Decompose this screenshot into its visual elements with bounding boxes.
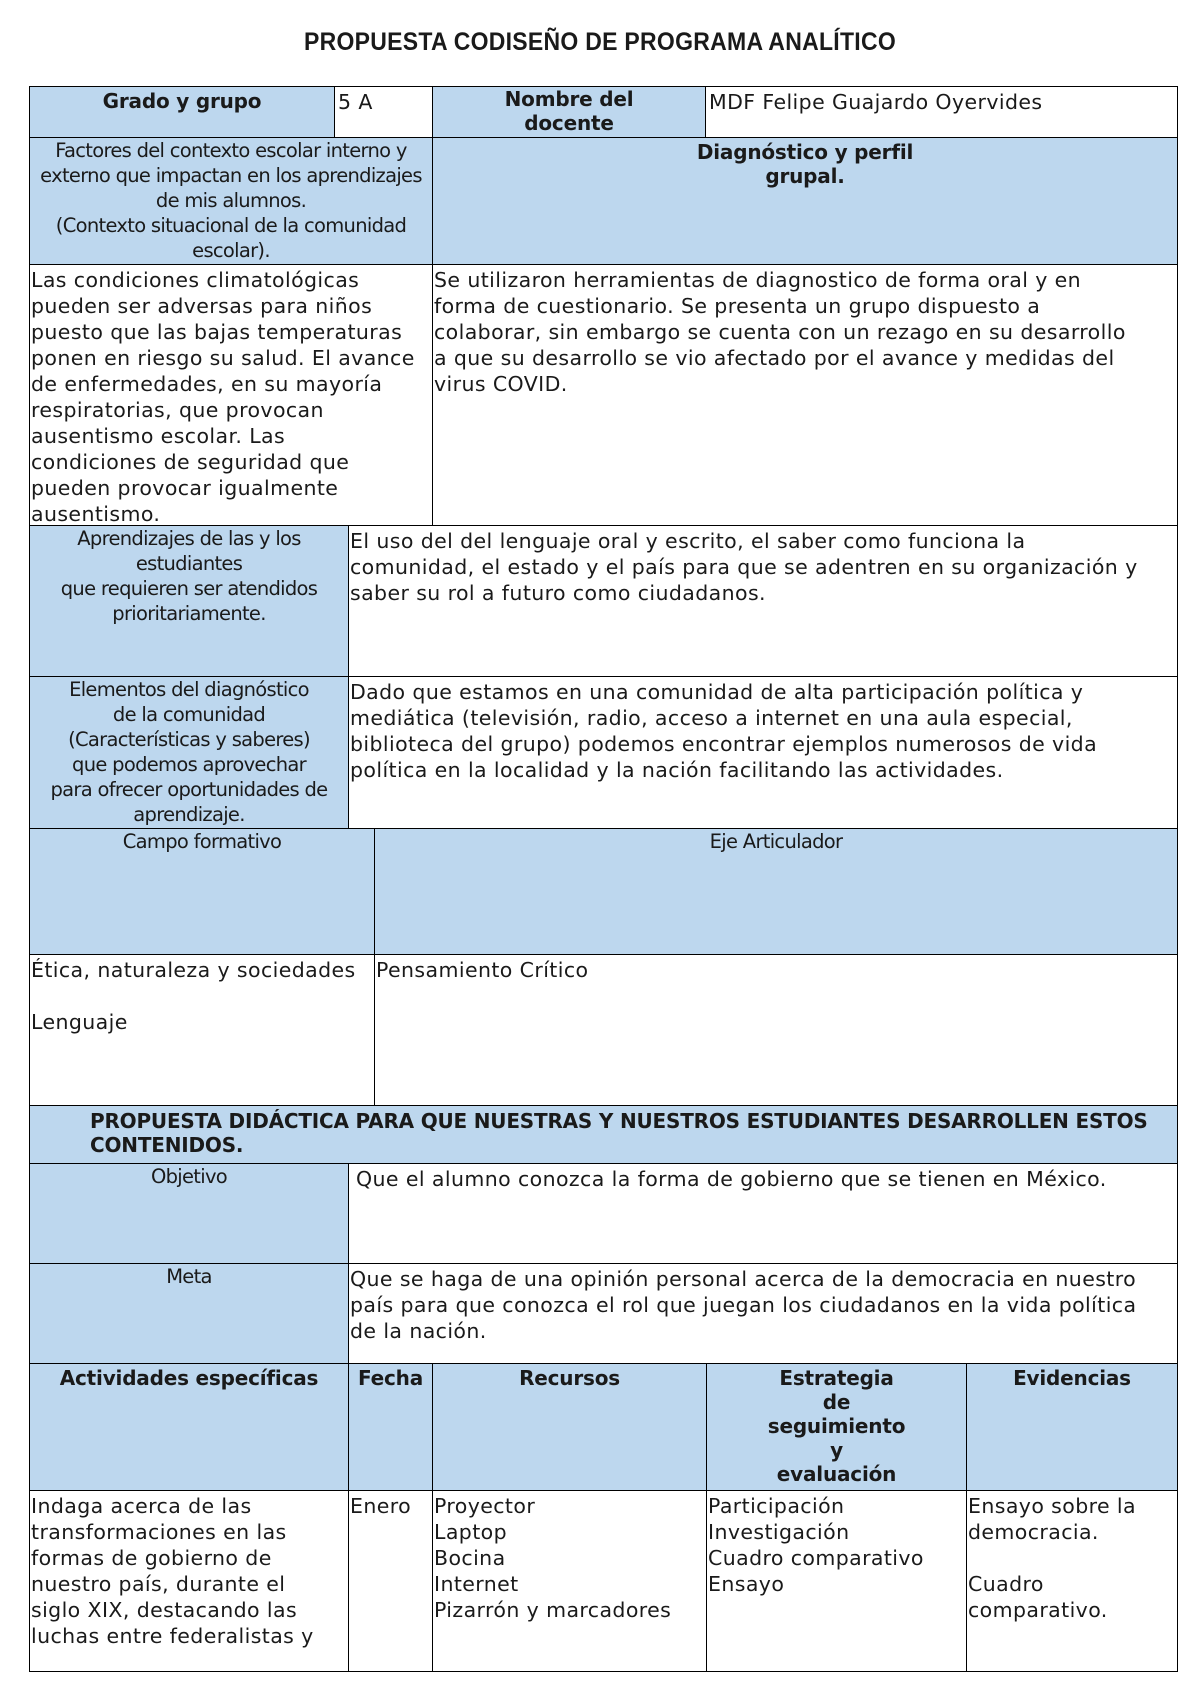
objetivo-label: Objetivo [29,1163,349,1264]
eje-articulador-value: Pensamiento Crítico [374,954,1178,1106]
aprendizajes-text: El uso del del lenguaje oral y escrito, el saber como funciona la comunidad, el estado y el país para que se adentren en su organización y saber su rol a futuro como ciudadanos. [348,525,1178,677]
cell-recursos: Proyector Laptop Bocina Internet Pizarrón y marcadores [432,1490,707,1672]
cell-evidencias: Ensayo sobre la democracia. Cuadro comparativo. [966,1490,1178,1672]
docente-label: Nombre del docente [432,86,706,138]
objetivo-text: Que el alumno conozca la forma de gobierno que se tienen en México. [348,1163,1178,1264]
factores-contexto-text: Las condiciones climatológicas pueden ser adversas para niños puesto que las bajas temperaturas ponen en riesgo su salud. El avance de enfermedades, en su mayoría respiratorias, que provocan ausentismo escolar. Las condiciones de seguridad que pueden provocar igualmente ausentismo. [29,264,433,526]
cell-estrategia: Participación Investigación Cuadro comparativo Ensayo [706,1490,967,1672]
col-header-estrategia: Estrategia de seguimiento y evaluación [706,1363,967,1491]
elementos-diagnostico-label: Elementos del diagnóstico de la comunidad (Características y saberes) que podemos aprovechar para ofrecer oportunidades de aprendizaje. [29,676,349,829]
col-header-evidencias: Evidencias [966,1363,1178,1491]
diagnostico-perfil-text: Se utilizaron herramientas de diagnostico de forma oral y en forma de cuestionario. Se presenta un grupo dispuesto a colaborar, sin embargo se cuenta con un rezago en su desarrollo a que su desarrollo se vio afectado por el avance y medidas del virus COVID. [432,264,1178,526]
cell-fecha: Enero [348,1490,433,1672]
grado-grupo-value: 5 A [334,86,433,138]
page-title: PROPUESTA CODISEÑO DE PROGRAMA ANALÍTICO [303,28,897,56]
eje-articulador-label: Eje Articulador [374,828,1178,955]
propuesta-didactica-header: PROPUESTA DIDÁCTICA PARA QUE NUESTRAS Y NUESTROS ESTUDIANTES DESARROLLEN ESTOS CONTENIDOS. [29,1105,1178,1164]
meta-label: Meta [29,1263,349,1364]
elementos-diagnostico-text: Dado que estamos en una comunidad de alta participación política y mediática (televisión, radio, acceso a internet en una aula especial, biblioteca del grupo) podemos encontrar ejemplos numerosos de vida política en la localidad y la nación facilitando las actividades. [348,676,1178,829]
col-header-recursos: Recursos [432,1363,707,1491]
campo-formativo-label: Campo formativo [29,828,375,955]
factores-contexto-label: Factores del contexto escolar interno y externo que impactan en los aprendizajes de mis alumnos. (Contexto situacional de la comunidad escolar). [29,137,433,265]
col-header-fecha: Fecha [348,1363,433,1491]
docente-value: MDF Felipe Guajardo Oyervides [705,86,1178,138]
diagnostico-perfil-label: Diagnóstico y perfil grupal. [432,137,1178,265]
col-header-actividades: Actividades específicas [29,1363,349,1491]
grado-grupo-label: Grado y grupo [29,86,335,138]
cell-actividades: Indaga acerca de las transformaciones en las formas de gobierno de nuestro país, durante el siglo XIX, destacando las luchas entre federalistas y [29,1490,349,1672]
campo-formativo-value: Ética, naturaleza y sociedades Lenguaje [29,954,375,1106]
aprendizajes-label: Aprendizajes de las y los estudiantes que requieren ser atendidos prioritariamente. [29,525,349,677]
meta-text: Que se haga de una opinión personal acerca de la democracia en nuestro país para que conozca el rol que juegan los ciudadanos en la vida política de la nación. [348,1263,1178,1364]
